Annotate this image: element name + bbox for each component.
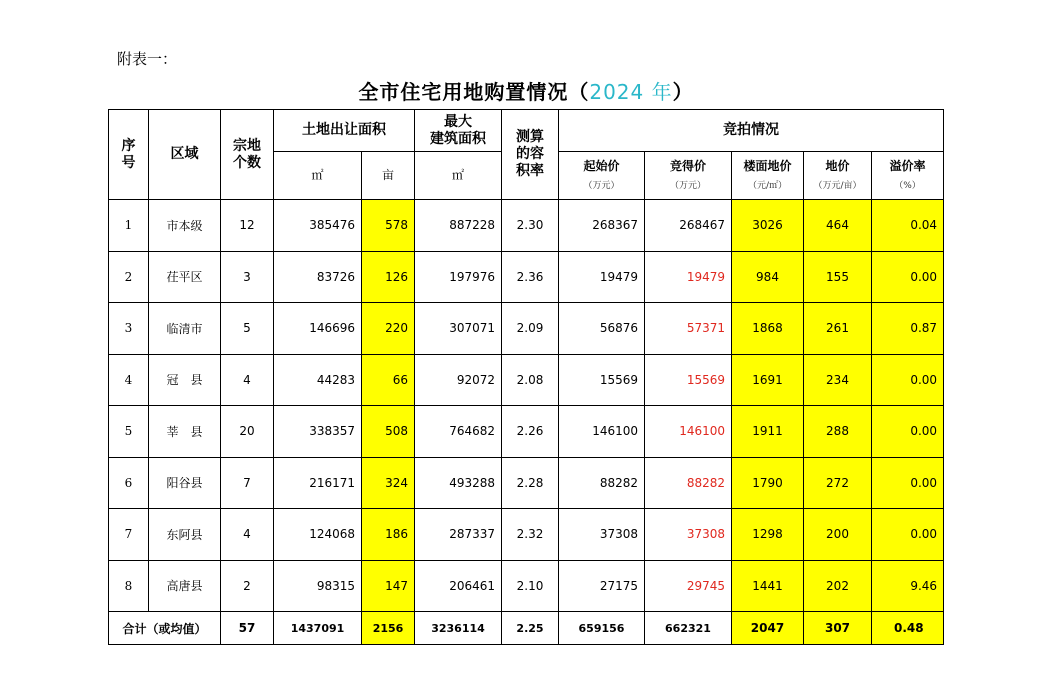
cell-mu: 324 [362, 457, 415, 509]
cell-far: 2.32 [502, 509, 559, 561]
title-main: 全市住宅用地购置情况（ [358, 80, 590, 104]
cell-area: 茌平区 [149, 251, 221, 303]
cell-parcels: 2 [221, 560, 274, 612]
cell-build: 493288 [415, 457, 502, 509]
cell-start: 37308 [559, 509, 645, 561]
cell-land: 155 [804, 251, 872, 303]
cell-parcels: 5 [221, 303, 274, 355]
cell-final: 268467 [645, 200, 732, 252]
cell-land: 234 [804, 354, 872, 406]
cell-premium: 0.00 [872, 406, 944, 458]
land-purchase-table [108, 109, 944, 645]
cell-mu: 66 [362, 354, 415, 406]
cell-mu: 578 [362, 200, 415, 252]
cell-start: 146100 [559, 406, 645, 458]
cell-sqm: 98315 [274, 560, 362, 612]
cell-land: 288 [804, 406, 872, 458]
cell-area: 莘 县 [149, 406, 221, 458]
cell-far: 2.30 [502, 200, 559, 252]
total-row [109, 612, 944, 645]
cell-far: 2.26 [502, 406, 559, 458]
cell-floor: 984 [732, 251, 804, 303]
cell-final: 19479 [645, 251, 732, 303]
cell-build: 287337 [415, 509, 502, 561]
cell-seq: 7 [109, 509, 149, 561]
cell-start: 56876 [559, 303, 645, 355]
cell-seq: 8 [109, 560, 149, 612]
table-row [109, 251, 944, 303]
cell-parcels: 12 [221, 200, 274, 252]
header-auction: 竞拍情况 [559, 110, 944, 152]
cell-final: 37308 [645, 509, 732, 561]
total-build: 3236114 [415, 612, 502, 645]
cell-final: 146100 [645, 406, 732, 458]
cell-mu: 126 [362, 251, 415, 303]
header-mu: 亩 [362, 152, 415, 200]
header-land-price [804, 152, 872, 200]
header-start-price [559, 152, 645, 200]
cell-land: 464 [804, 200, 872, 252]
cell-premium: 9.46 [872, 560, 944, 612]
cell-sqm: 44283 [274, 354, 362, 406]
cell-premium: 0.04 [872, 200, 944, 252]
cell-area: 阳谷县 [149, 457, 221, 509]
cell-premium: 0.00 [872, 354, 944, 406]
cell-sqm: 216171 [274, 457, 362, 509]
cell-build: 197976 [415, 251, 502, 303]
cell-land: 272 [804, 457, 872, 509]
cell-start: 27175 [559, 560, 645, 612]
cell-area: 市本级 [149, 200, 221, 252]
cell-floor: 1868 [732, 303, 804, 355]
cell-parcels: 3 [221, 251, 274, 303]
cell-far: 2.10 [502, 560, 559, 612]
title-close: ） [672, 80, 694, 104]
cell-area: 临清市 [149, 303, 221, 355]
total-start: 659156 [559, 612, 645, 645]
final-price-label: 竞得价 [669, 158, 706, 173]
header-max-build: 最大 建筑面积 [415, 110, 502, 152]
header-sqm: ㎡ [274, 152, 362, 200]
total-floor: 2047 [732, 612, 804, 645]
cell-final: 57371 [645, 303, 732, 355]
cell-premium: 0.00 [872, 251, 944, 303]
cell-build: 206461 [415, 560, 502, 612]
title-year: 2024 年 [589, 80, 673, 104]
cell-far: 2.36 [502, 251, 559, 303]
header-area: 区域 [149, 110, 221, 200]
total-parcels: 57 [221, 612, 274, 645]
header-floor-price [732, 152, 804, 200]
cell-floor: 3026 [732, 200, 804, 252]
cell-floor: 1298 [732, 509, 804, 561]
cell-land: 202 [804, 560, 872, 612]
cell-premium: 0.87 [872, 303, 944, 355]
header-land-area: 土地出让面积 [274, 110, 415, 152]
cell-seq: 4 [109, 354, 149, 406]
start-price-label: 起始价 [583, 158, 620, 173]
cell-parcels: 20 [221, 406, 274, 458]
cell-mu: 220 [362, 303, 415, 355]
cell-seq: 5 [109, 406, 149, 458]
cell-land: 261 [804, 303, 872, 355]
appendix-label: 附表一： [117, 50, 178, 68]
cell-mu: 147 [362, 560, 415, 612]
cell-final: 88282 [645, 457, 732, 509]
land-price-unit: （万元/亩） [813, 180, 862, 191]
cell-far: 2.08 [502, 354, 559, 406]
cell-build: 307071 [415, 303, 502, 355]
table-row [109, 354, 944, 406]
total-land: 307 [804, 612, 872, 645]
cell-final: 29745 [645, 560, 732, 612]
cell-build: 887228 [415, 200, 502, 252]
cell-build: 92072 [415, 354, 502, 406]
table-row [109, 560, 944, 612]
cell-sqm: 124068 [274, 509, 362, 561]
cell-parcels: 7 [221, 457, 274, 509]
header-build-sqm: ㎡ [415, 152, 502, 200]
total-label: 合计（或均值） [109, 612, 221, 645]
header-far: 测算 的容 积率 [502, 110, 559, 200]
table-row [109, 200, 944, 252]
premium-unit: （%） [894, 180, 921, 191]
start-price-unit: （万元） [583, 180, 620, 191]
cell-start: 268367 [559, 200, 645, 252]
cell-start: 15569 [559, 354, 645, 406]
cell-seq: 1 [109, 200, 149, 252]
cell-mu: 186 [362, 509, 415, 561]
total-mu: 2156 [362, 612, 415, 645]
header-premium [872, 152, 944, 200]
final-price-unit: （万元） [669, 180, 706, 191]
land-price-label: 地价 [825, 158, 850, 173]
cell-floor: 1441 [732, 560, 804, 612]
cell-sqm: 385476 [274, 200, 362, 252]
floor-price-unit: （元/㎡） [747, 180, 788, 191]
cell-sqm: 83726 [274, 251, 362, 303]
cell-parcels: 4 [221, 509, 274, 561]
header-seq: 序 号 [109, 110, 149, 200]
cell-sqm: 338357 [274, 406, 362, 458]
cell-premium: 0.00 [872, 457, 944, 509]
cell-far: 2.09 [502, 303, 559, 355]
cell-floor: 1790 [732, 457, 804, 509]
table-row [109, 457, 944, 509]
cell-floor: 1911 [732, 406, 804, 458]
cell-seq: 6 [109, 457, 149, 509]
cell-area: 冠 县 [149, 354, 221, 406]
cell-start: 88282 [559, 457, 645, 509]
cell-mu: 508 [362, 406, 415, 458]
floor-price-label: 楼面地价 [743, 158, 792, 173]
cell-parcels: 4 [221, 354, 274, 406]
cell-floor: 1691 [732, 354, 804, 406]
cell-start: 19479 [559, 251, 645, 303]
cell-area: 高唐县 [149, 560, 221, 612]
table-row [109, 303, 944, 355]
table-row [109, 509, 944, 561]
header-parcels: 宗地 个数 [221, 110, 274, 200]
total-sqm: 1437091 [274, 612, 362, 645]
cell-sqm: 146696 [274, 303, 362, 355]
total-premium: 0.48 [872, 612, 944, 645]
premium-label: 溢价率 [889, 158, 926, 173]
header-final-price [645, 152, 732, 200]
table-row [109, 406, 944, 458]
cell-final: 15569 [645, 354, 732, 406]
page-title [0, 76, 1052, 105]
cell-seq: 2 [109, 251, 149, 303]
cell-seq: 3 [109, 303, 149, 355]
total-far: 2.25 [502, 612, 559, 645]
total-final: 662321 [645, 612, 732, 645]
cell-build: 764682 [415, 406, 502, 458]
cell-far: 2.28 [502, 457, 559, 509]
cell-premium: 0.00 [872, 509, 944, 561]
cell-land: 200 [804, 509, 872, 561]
cell-area: 东阿县 [149, 509, 221, 561]
